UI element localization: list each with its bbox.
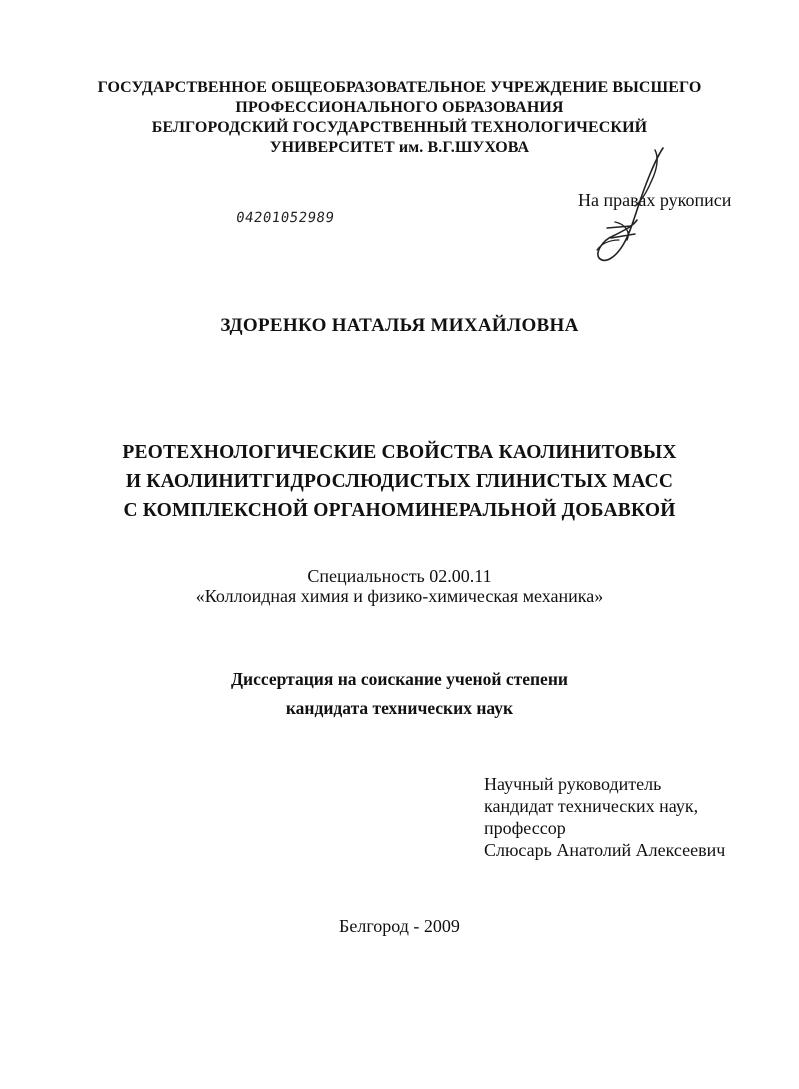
institution-header <box>0 78 799 158</box>
dissertation-title <box>0 438 799 525</box>
title-line: С КОМПЛЕКСНОЙ ОРГАНОМИНЕРАЛЬНОЙ ДОБАВКОЙ <box>123 500 676 521</box>
city-year: Белгород - 2009 <box>339 916 460 936</box>
title-line: РЕОТЕХНОЛОГИЧЕСКИЕ СВОЙСТВА КАОЛИНИТОВЫХ <box>122 442 677 463</box>
degree-line: Диссертация на соискание ученой степени <box>231 669 568 689</box>
author-name: ЗДОРЕНКО НАТАЛЬЯ МИХАЙЛОВНА <box>220 315 579 336</box>
supervisor-line: Научный руководитель <box>484 774 662 794</box>
supervisor-line: Слюсарь Анатолий Алексеевич <box>484 840 726 860</box>
supervisor-line: профессор <box>484 818 566 838</box>
inventory-number: 04201052989 <box>234 210 336 226</box>
specialty-code: Специальность 02.00.11 <box>307 566 492 586</box>
institution-line: ПРОФЕССИОНАЛЬНОГО ОБРАЗОВАНИЯ <box>235 99 564 116</box>
supervisor-line: кандидат технических наук, <box>484 796 699 816</box>
manuscript-rights-label: На правах рукописи <box>578 190 732 210</box>
signature-icon <box>585 140 675 270</box>
institution-line: УНИВЕРСИТЕТ им. В.Г.ШУХОВА <box>269 139 530 156</box>
supervisor-block <box>484 773 725 861</box>
degree-line: кандидата технических наук <box>285 698 514 718</box>
institution-line: БЕЛГОРОДСКИЙ ГОСУДАРСТВЕННЫЙ ТЕХНОЛОГИЧЕСКИЙ <box>151 119 648 136</box>
specialty-block <box>0 566 799 606</box>
degree-block <box>0 665 799 723</box>
title-line: И КАОЛИНИТГИДРОСЛЮДИСТЫХ ГЛИНИСТЫХ МАСС <box>125 471 674 492</box>
institution-line: ГОСУДАРСТВЕННОЕ ОБЩЕОБРАЗОВАТЕЛЬНОЕ УЧРЕЖДЕНИЕ ВЫСШЕГО <box>97 79 702 96</box>
specialty-name: «Коллоидная химия и физико-химическая механика» <box>195 586 604 606</box>
